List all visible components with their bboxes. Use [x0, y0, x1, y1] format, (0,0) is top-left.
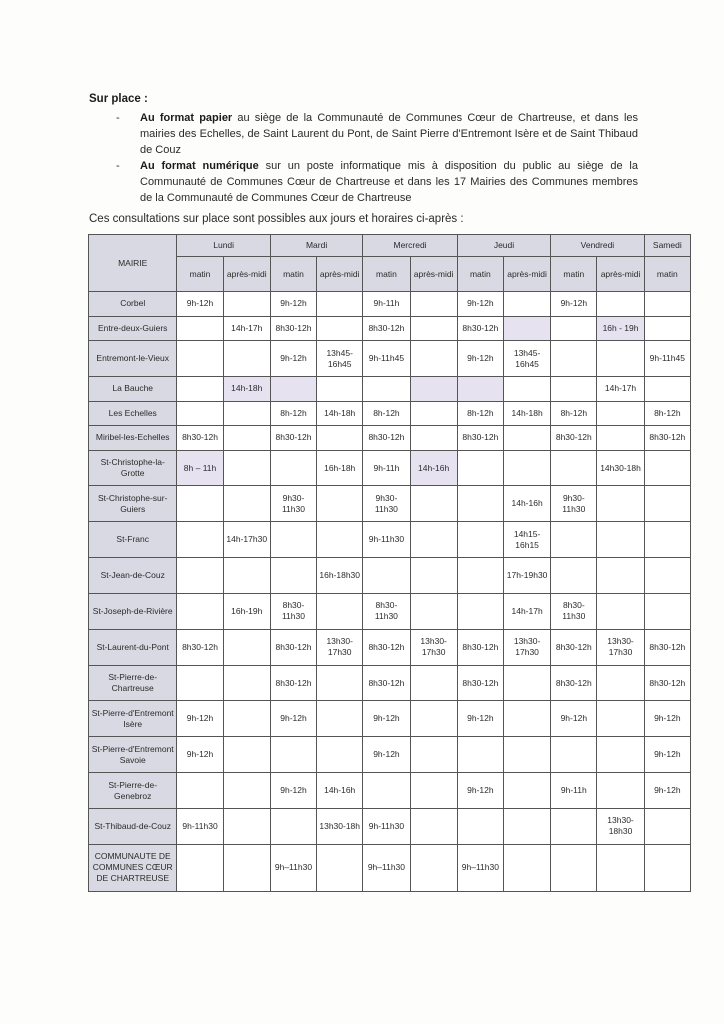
schedule-cell: [223, 450, 270, 486]
schedule-cell: 8h30-12h: [457, 426, 503, 451]
schedule-cell: [177, 486, 223, 522]
schedule-cell: [597, 292, 644, 317]
schedule-cell: [317, 486, 363, 522]
schedule-cell: [644, 316, 690, 341]
table-row: [89, 316, 691, 341]
table-row: [89, 522, 691, 558]
schedule-cell: 8h30-12h: [270, 629, 316, 665]
slot-header: après-midi: [503, 257, 550, 292]
schedule-cell: 8h30-11h30: [270, 593, 316, 629]
schedule-cell: [177, 376, 223, 401]
schedule-cell: 13h30-18h30: [597, 808, 644, 844]
schedule-cell: [597, 665, 644, 701]
schedule-cell: 9h-11h30: [177, 808, 223, 844]
schedule-cell: [410, 701, 457, 737]
schedule-cell: [551, 341, 597, 377]
mairie-name: St-Pierre-de-Chartreuse: [89, 665, 177, 701]
schedule-cell: 9h-12h: [270, 341, 316, 377]
bullet-list: [116, 110, 638, 206]
schedule-cell: [410, 486, 457, 522]
schedule-cell: 8h30-12h: [363, 629, 410, 665]
mairie-name: St-Joseph-de-Rivière: [89, 593, 177, 629]
schedule-cell: [410, 292, 457, 317]
schedule-cell: [177, 593, 223, 629]
schedule-cell: 8h30-12h: [457, 629, 503, 665]
schedule-cell: [503, 701, 550, 737]
schedule-cell: [503, 665, 550, 701]
schedule-cell: [223, 629, 270, 665]
schedule-cell: [597, 773, 644, 809]
schedule-cell: [551, 558, 597, 594]
schedule-table: [88, 234, 691, 892]
table-row: [89, 486, 691, 522]
schedule-cell: [223, 292, 270, 317]
slot-header: après-midi: [597, 257, 644, 292]
bullet-dash: -: [116, 160, 120, 172]
schedule-cell: [597, 701, 644, 737]
schedule-cell: [503, 844, 550, 891]
schedule-cell: [317, 844, 363, 891]
schedule-cell: 8h30-12h: [270, 426, 316, 451]
schedule-cell: 9h-12h: [644, 701, 690, 737]
schedule-cell: 8h30-12h: [457, 316, 503, 341]
schedule-cell: 9h-11h30: [363, 808, 410, 844]
schedule-cell: 14h-17h30: [223, 522, 270, 558]
schedule-cell: 9h30-11h30: [270, 486, 316, 522]
schedule-cell: [270, 558, 316, 594]
schedule-cell: [457, 450, 503, 486]
schedule-cell: 13h45-16h45: [503, 341, 550, 377]
schedule-cell: [177, 844, 223, 891]
day-header-samedi: Samedi: [644, 235, 690, 257]
slot-header: matin: [363, 257, 410, 292]
schedule-cell: [551, 376, 597, 401]
schedule-cell: 8h-12h: [457, 401, 503, 426]
schedule-cell: [644, 450, 690, 486]
schedule-cell: 8h30-12h: [270, 316, 316, 341]
schedule-cell: [410, 665, 457, 701]
schedule-cell: 9h-12h: [551, 701, 597, 737]
table-row: [89, 401, 691, 426]
schedule-cell: [317, 292, 363, 317]
schedule-cell: [597, 844, 644, 891]
schedule-cell: [597, 341, 644, 377]
schedule-cell: 9h-12h: [270, 701, 316, 737]
schedule-cell: 8h30-12h: [363, 316, 410, 341]
schedule-cell: [410, 376, 457, 401]
schedule-cell: [410, 844, 457, 891]
slot-header: après-midi: [317, 257, 363, 292]
table-row: [89, 593, 691, 629]
schedule-cell: 9h-12h: [457, 773, 503, 809]
schedule-cell: [551, 808, 597, 844]
schedule-cell: [223, 401, 270, 426]
bullet-text: sur un poste informatique mis à disposition du public au siège de la Communauté de Communes Cœur de Chartreuse et dans les 17 Mairies des Communes membres de la Communauté de Communes Cœur de Chartreuse: [140, 160, 638, 204]
schedule-cell: 13h30-17h30: [410, 629, 457, 665]
schedule-cell: 14h30-18h: [597, 450, 644, 486]
schedule-cell: [177, 522, 223, 558]
schedule-cell: [457, 593, 503, 629]
bullet-bold: Au format papier: [140, 112, 233, 124]
schedule-cell: [317, 593, 363, 629]
schedule-cell: 16h-18h: [317, 450, 363, 486]
mairie-header: MAIRIE: [89, 235, 177, 292]
schedule-cell: 9h–11h30: [363, 844, 410, 891]
schedule-cell: [410, 593, 457, 629]
schedule-cell: 8h-12h: [551, 401, 597, 426]
slot-header: matin: [644, 257, 690, 292]
schedule-cell: [223, 426, 270, 451]
schedule-cell: [644, 593, 690, 629]
schedule-cell: [363, 773, 410, 809]
schedule-cell: 8h30-11h30: [363, 593, 410, 629]
schedule-cell: 14h-17h: [597, 376, 644, 401]
schedule-cell: 8h30-12h: [177, 426, 223, 451]
schedule-cell: [223, 808, 270, 844]
schedule-cell: 14h-17h: [503, 593, 550, 629]
schedule-cell: 14h-18h: [503, 401, 550, 426]
schedule-cell: 9h-12h: [177, 701, 223, 737]
schedule-cell: 14h15-16h15: [503, 522, 550, 558]
mairie-name: St-Pierre-d'Entremont Isère: [89, 701, 177, 737]
slot-header: matin: [270, 257, 316, 292]
schedule-cell: 8h30-12h: [270, 665, 316, 701]
table-row: [89, 292, 691, 317]
day-header-jeudi: Jeudi: [457, 235, 550, 257]
mairie-name: St-Christophe-la-Grotte: [89, 450, 177, 486]
schedule-cell: 8h30-12h: [363, 426, 410, 451]
schedule-cell: [644, 808, 690, 844]
schedule-cell: [223, 341, 270, 377]
schedule-cell: [597, 486, 644, 522]
schedule-cell: [503, 426, 550, 451]
schedule-cell: [551, 737, 597, 773]
schedule-cell: 8h30-12h: [551, 665, 597, 701]
schedule-cell: 9h–11h30: [457, 844, 503, 891]
schedule-cell: [457, 737, 503, 773]
schedule-cell: 8h-12h: [363, 401, 410, 426]
schedule-cell: [317, 376, 363, 401]
schedule-cell: 9h-12h: [644, 737, 690, 773]
schedule-cell: 9h30-11h30: [551, 486, 597, 522]
schedule-cell: [457, 558, 503, 594]
schedule-cell: [597, 737, 644, 773]
table-row: [89, 773, 691, 809]
schedule-cell: 16h - 19h: [597, 316, 644, 341]
schedule-cell: [270, 808, 316, 844]
slot-header: après-midi: [410, 257, 457, 292]
schedule-cell: 13h45-16h45: [317, 341, 363, 377]
schedule-cell: 13h30-17h30: [597, 629, 644, 665]
schedule-cell: [551, 522, 597, 558]
schedule-cell: [457, 522, 503, 558]
schedule-cell: 9h-11h30: [363, 522, 410, 558]
schedule-cell: [597, 426, 644, 451]
schedule-cell: 8h30-12h: [551, 629, 597, 665]
schedule-cell: 8h-12h: [270, 401, 316, 426]
schedule-cell: [317, 426, 363, 451]
table-row: [89, 450, 691, 486]
schedule-cell: 9h-12h: [270, 292, 316, 317]
slot-header: matin: [177, 257, 223, 292]
schedule-cell: 8h30-12h: [644, 629, 690, 665]
mairie-name: St-Laurent-du-Pont: [89, 629, 177, 665]
schedule-cell: [317, 522, 363, 558]
schedule-cell: 17h-19h30: [503, 558, 550, 594]
schedule-cell: 8h30-12h: [177, 629, 223, 665]
table-row: [89, 844, 691, 891]
schedule-cell: 14h-16h: [317, 773, 363, 809]
schedule-cell: [457, 808, 503, 844]
schedule-cell: 13h30-18h: [317, 808, 363, 844]
schedule-cell: [410, 316, 457, 341]
schedule-cell: [270, 737, 316, 773]
schedule-cell: 9h-11h: [363, 450, 410, 486]
schedule-cell: 14h-16h: [410, 450, 457, 486]
schedule-cell: [644, 522, 690, 558]
schedule-cell: [644, 292, 690, 317]
schedule-cell: [317, 701, 363, 737]
schedule-cell: 13h30-17h30: [503, 629, 550, 665]
table-row: [89, 341, 691, 377]
schedule-cell: [644, 558, 690, 594]
schedule-cell: 16h-18h30: [317, 558, 363, 594]
table-row: [89, 629, 691, 665]
table-row: [89, 737, 691, 773]
section-heading: Sur place :: [89, 93, 148, 105]
table-row: [89, 665, 691, 701]
schedule-cell: 9h-12h: [177, 292, 223, 317]
schedule-cell: 16h-19h: [223, 593, 270, 629]
schedule-cell: [223, 558, 270, 594]
schedule-cell: 9h-12h: [644, 773, 690, 809]
schedule-cell: [551, 450, 597, 486]
bullet-item: [116, 158, 638, 206]
schedule-cell: 9h-12h: [270, 773, 316, 809]
schedule-cell: [410, 401, 457, 426]
schedule-cell: 9h-12h: [363, 737, 410, 773]
day-header-lundi: Lundi: [177, 235, 270, 257]
mairie-name: St-Jean-de-Couz: [89, 558, 177, 594]
schedule-cell: [410, 426, 457, 451]
schedule-cell: [223, 844, 270, 891]
schedule-cell: [177, 773, 223, 809]
schedule-cell: [410, 558, 457, 594]
schedule-cell: [503, 376, 550, 401]
schedule-cell: 9h-11h: [363, 292, 410, 317]
day-header-vendredi: Vendredi: [551, 235, 644, 257]
schedule-cell: [503, 450, 550, 486]
schedule-cell: 9h-11h45: [363, 341, 410, 377]
schedule-cell: [223, 701, 270, 737]
schedule-cell: [503, 316, 550, 341]
schedule-cell: [410, 522, 457, 558]
slot-header: après-midi: [223, 257, 270, 292]
schedule-cell: [410, 341, 457, 377]
bullet-text: au siège de la Communauté de Communes Cœur de Chartreuse, et dans les mairies des Echelles, de Saint Laurent du Pont, de Saint Pierre d'Entremont Isère et de Saint Thibaud de Couz: [140, 112, 639, 156]
schedule-cell: 9h-12h: [177, 737, 223, 773]
schedule-cell: [177, 665, 223, 701]
schedule-cell: 8h – 11h: [177, 450, 223, 486]
schedule-cell: 14h-18h: [317, 401, 363, 426]
mairie-name: Miribel-les-Echelles: [89, 426, 177, 451]
schedule-cell: 9h30-11h30: [363, 486, 410, 522]
schedule-cell: 9h-12h: [363, 701, 410, 737]
schedule-cell: [410, 773, 457, 809]
schedule-cell: [410, 737, 457, 773]
schedule-cell: [597, 593, 644, 629]
schedule-cell: 8h30-12h: [644, 426, 690, 451]
schedule-cell: [503, 292, 550, 317]
mairie-name: St-Thibaud-de-Couz: [89, 808, 177, 844]
schedule-cell: [363, 558, 410, 594]
schedule-cell: 9h-11h45: [644, 341, 690, 377]
schedule-cell: 8h-12h: [644, 401, 690, 426]
schedule-cell: [644, 486, 690, 522]
schedule-cell: [223, 737, 270, 773]
mairie-name: St-Franc: [89, 522, 177, 558]
schedule-cell: [177, 316, 223, 341]
schedule-cell: 14h-17h: [223, 316, 270, 341]
schedule-cell: [177, 341, 223, 377]
schedule-cell: [503, 808, 550, 844]
bullet-bold: Au format numérique: [140, 160, 259, 172]
table-row: [89, 808, 691, 844]
mairie-name: St-Christophe-sur-Guiers: [89, 486, 177, 522]
schedule-cell: [177, 558, 223, 594]
intro-text: Ces consultations sur place sont possibles aux jours et horaires ci-après :: [89, 213, 464, 225]
mairie-name: St-Pierre-d'Entremont Savoie: [89, 737, 177, 773]
schedule-cell: 14h-18h: [223, 376, 270, 401]
schedule-cell: [503, 737, 550, 773]
schedule-cell: [270, 376, 316, 401]
schedule-cell: 9h-12h: [551, 292, 597, 317]
schedule-cell: [363, 376, 410, 401]
schedule-cell: 8h30-12h: [551, 426, 597, 451]
schedule-cell: [317, 665, 363, 701]
day-header-mercredi: Mercredi: [363, 235, 457, 257]
schedule-cell: [223, 773, 270, 809]
schedule-cell: [270, 522, 316, 558]
schedule-cell: 14h-16h: [503, 486, 550, 522]
schedule-cell: [223, 486, 270, 522]
table-row: [89, 558, 691, 594]
schedule-cell: [551, 316, 597, 341]
schedule-cell: [503, 773, 550, 809]
schedule-cell: [270, 450, 316, 486]
schedule-cell: 8h30-12h: [644, 665, 690, 701]
mairie-name: La Bauche: [89, 376, 177, 401]
schedule-cell: [597, 558, 644, 594]
schedule-cell: [551, 844, 597, 891]
schedule-cell: [644, 376, 690, 401]
mairie-name: Entre-deux-Guiers: [89, 316, 177, 341]
schedule-cell: 9h-12h: [457, 292, 503, 317]
slot-header: matin: [457, 257, 503, 292]
mairie-name: Entremont-le-Vieux: [89, 341, 177, 377]
schedule-cell: 9h-11h: [551, 773, 597, 809]
schedule-cell: 9h–11h30: [270, 844, 316, 891]
mairie-name: St-Pierre-de-Genebroz: [89, 773, 177, 809]
mairie-name: Corbel: [89, 292, 177, 317]
schedule-cell: 8h30-12h: [457, 665, 503, 701]
schedule-cell: [223, 665, 270, 701]
schedule-cell: [644, 844, 690, 891]
schedule-cell: 9h-12h: [457, 701, 503, 737]
mairie-name: Les Echelles: [89, 401, 177, 426]
table-row: [89, 376, 691, 401]
schedule-cell: [317, 316, 363, 341]
schedule-cell: [177, 401, 223, 426]
schedule-cell: 8h30-11h30: [551, 593, 597, 629]
schedule-cell: 13h30-17h30: [317, 629, 363, 665]
schedule-cell: 9h-12h: [457, 341, 503, 377]
day-header-mardi: Mardi: [270, 235, 362, 257]
schedule-cell: [457, 376, 503, 401]
slot-header: matin: [551, 257, 597, 292]
schedule-cell: [597, 522, 644, 558]
schedule-cell: 8h30-12h: [363, 665, 410, 701]
schedule-cell: [410, 808, 457, 844]
mairie-name: COMMUNAUTE DE COMMUNES CŒUR DE CHARTREUSE: [89, 844, 177, 891]
schedule-cell: [457, 486, 503, 522]
schedule-cell: [597, 401, 644, 426]
bullet-item: [116, 110, 638, 158]
schedule-cell: [317, 737, 363, 773]
table-row: [89, 701, 691, 737]
table-row: [89, 426, 691, 451]
bullet-dash: -: [116, 112, 120, 124]
